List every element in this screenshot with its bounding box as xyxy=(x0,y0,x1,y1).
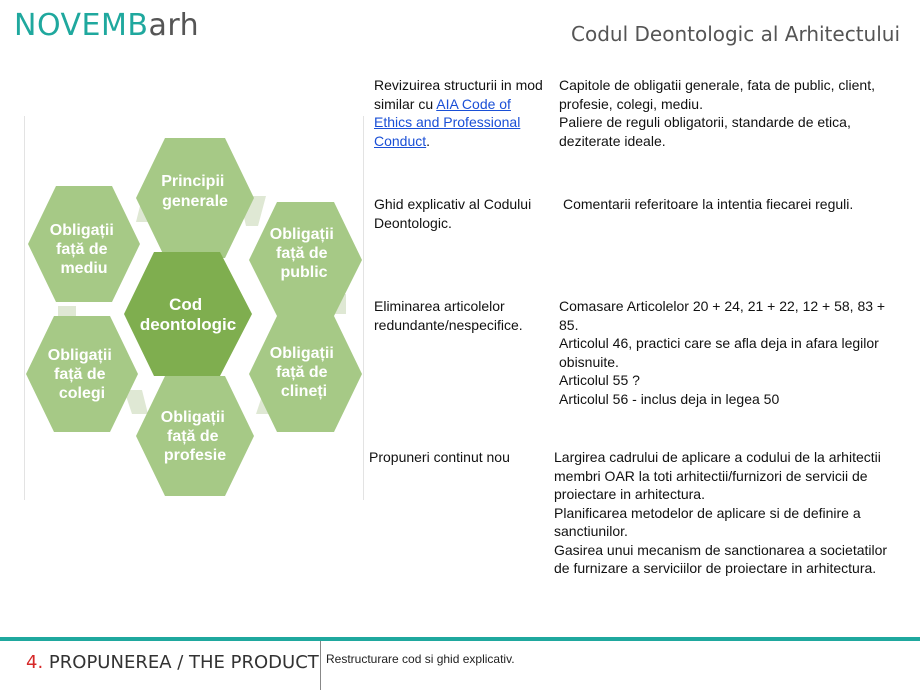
hex-center xyxy=(124,252,252,376)
logo-text-suffix: arh xyxy=(148,8,200,43)
hex-center-line-2: deontologic xyxy=(139,315,237,334)
hex-bottom-right-line-2: față de xyxy=(275,364,328,381)
row-remove-redundant-left: Eliminarea articolelor redundante/nespecifice. xyxy=(374,298,523,333)
row-new-content-detail-2: Planificarea metodelor de aplicare si de definire a sanctiunilor. xyxy=(554,504,861,539)
row-structure-revision-text: Revizuirea structurii in mod similar cu xyxy=(374,77,543,112)
footer-accent-line xyxy=(0,637,920,641)
row-remove-redundant-detail-2: Articolul 46, practici care se afla deja in afara legilor obisnuite. xyxy=(559,335,879,370)
hex-top-line-1: Principii xyxy=(161,173,225,190)
hex-bottom-left-line-3: colegi xyxy=(58,385,106,402)
page-title: Codul Deontologic al Arhitectului xyxy=(571,22,900,46)
hex-top-line-2: generale xyxy=(162,193,228,210)
hex-bottom-line-3: profesie xyxy=(163,447,227,464)
footer-section-label xyxy=(26,652,319,673)
hex-top-right-line-3: public xyxy=(280,264,328,281)
hexagon-diagram xyxy=(24,118,364,500)
row-remove-redundant-detail-1: Comasare Articolelor 20 + 24, 21 + 22, 12 + 58, 83 + 85. xyxy=(559,298,886,333)
row-new-content-detail-1: Largirea cadrului de aplicare a codului de la arhitectii membri OAR la toti arhitectii/furnizori de servicii de proiectare in arhitectura. xyxy=(554,449,881,502)
footer-section-title: PROPUNEREA / THE PRODUCT xyxy=(48,652,319,673)
footer-note: Restructurare cod si ghid explicativ. xyxy=(326,652,515,666)
hex-bottom-line-1: Obligații xyxy=(160,409,225,426)
hex-bottom-right-line-3: clineți xyxy=(280,383,328,400)
hex-bottom-right-line-1: Obligații xyxy=(269,345,334,362)
hex-bottom-left-line-2: față de xyxy=(53,366,106,383)
hex-bottom-line-2: față de xyxy=(166,428,219,445)
row-new-content-detail-3: Gasirea unui mecanism de sanctionarea a societatilor de furnizare a serviciilor de proiectare in arhitectura. xyxy=(554,541,888,576)
row-remove-redundant-right xyxy=(559,297,895,408)
logo xyxy=(14,8,199,44)
hex-top-left-line-2: față de xyxy=(55,241,108,258)
hex-top-right-line-2: față de xyxy=(275,245,328,262)
hex-top-right-line-1: Obligații xyxy=(269,226,334,243)
footer-divider xyxy=(320,641,321,690)
hex-center-line-1: Cod xyxy=(169,295,203,314)
row-explanatory-guide-right xyxy=(563,195,903,214)
row-explanatory-guide-left: Ghid explicativ al Codului Deontologic. xyxy=(374,196,532,231)
hex-top-left-line-3: mediu xyxy=(60,260,108,277)
row-structure-revision-detail-1: Capitole de obligatii generale, fata de public, client, profesie, colegi, mediu. xyxy=(559,77,875,112)
row-structure-revision-left xyxy=(374,76,550,150)
row-structure-revision-detail-2: Paliere de reguli obligatorii, standarde de etica, deziterate ideale. xyxy=(559,114,851,149)
row-remove-redundant-detail-3: Articolul 55 ? xyxy=(559,372,640,388)
row-structure-revision-suffix: . xyxy=(426,132,431,149)
row-new-content-left: Propuneri continut nou xyxy=(369,449,510,465)
row-explanatory-guide-detail-1: Comentarii referitoare la intentia fiecarei reguli. xyxy=(563,196,854,212)
hexagon-diagram-svg xyxy=(24,118,364,500)
footer-section-number: 4. xyxy=(26,652,44,673)
hex-bottom-left-line-1: Obligații xyxy=(47,347,112,364)
hex-bottom-label xyxy=(161,409,229,464)
row-new-content-right xyxy=(554,448,894,578)
row-structure-revision-right xyxy=(559,76,899,150)
logo-text-main: NOVEMB xyxy=(14,8,149,43)
row-remove-redundant-detail-4: Articolul 56 - inclus deja in legea 50 xyxy=(559,390,780,407)
aia-code-link[interactable]: AIA Code of Ethics and Professional Conduct xyxy=(374,95,521,149)
hex-top-left-line-1: Obligații xyxy=(49,222,114,239)
